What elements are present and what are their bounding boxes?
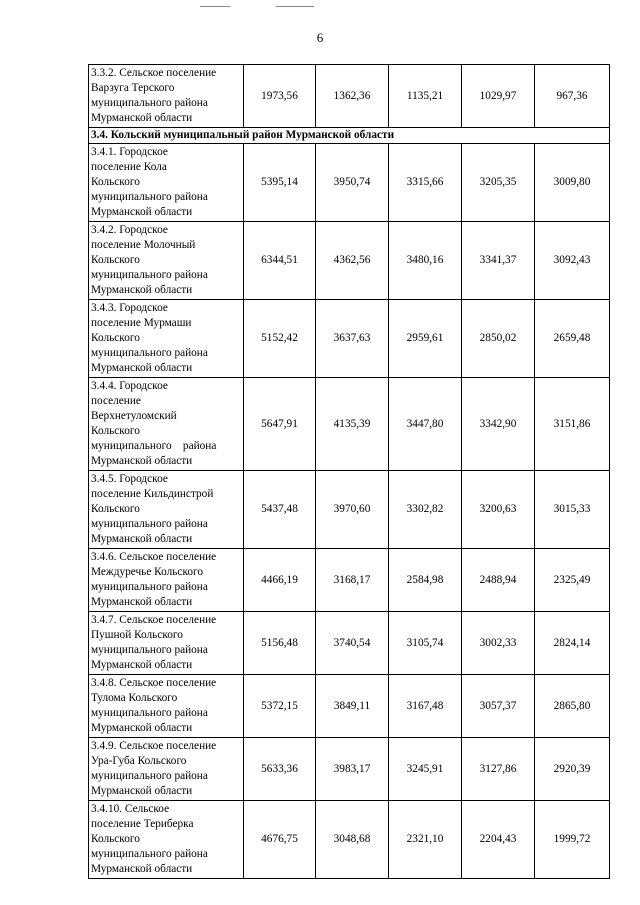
value-cell: 3341,37 bbox=[462, 222, 535, 300]
settlement-name-line: муниципального района bbox=[91, 644, 208, 656]
settlement-name-line: Верхнетуломский bbox=[91, 410, 177, 422]
value-cell: 5156,48 bbox=[244, 612, 316, 675]
settlement-name-line: Кольского bbox=[91, 254, 140, 266]
table-row bbox=[89, 300, 610, 378]
settlement-name-line: Кольского bbox=[91, 176, 140, 188]
value-cell: 3200,63 bbox=[462, 471, 535, 549]
value-cell: 3983,17 bbox=[316, 738, 389, 801]
page-number: 6 bbox=[316, 30, 324, 45]
value-cell: 3245,91 bbox=[389, 738, 462, 801]
value-cell: 3302,82 bbox=[389, 471, 462, 549]
settlement-name-line: 3.4.10. Сельское bbox=[91, 803, 170, 815]
value-cell: 3009,80 bbox=[535, 144, 610, 222]
settlement-name-line: Варзуга Терского bbox=[91, 82, 175, 94]
settlement-name-line: 3.3.2. Сельское поселение bbox=[91, 67, 217, 79]
value-cell: 3315,66 bbox=[389, 144, 462, 222]
table-row bbox=[89, 549, 610, 612]
value-cell: 967,36 bbox=[535, 65, 610, 128]
value-cell: 3205,35 bbox=[462, 144, 535, 222]
value-cell: 1973,56 bbox=[244, 65, 316, 128]
settlement-name-line: поселение Кильдинстрой bbox=[91, 488, 214, 500]
settlement-name-cell bbox=[89, 378, 244, 471]
settlement-name-cell bbox=[89, 471, 244, 549]
value-cell: 3950,74 bbox=[316, 144, 389, 222]
settlement-name-line: муниципального района bbox=[91, 440, 217, 452]
value-cell: 4135,39 bbox=[316, 378, 389, 471]
value-cell: 2204,43 bbox=[462, 801, 535, 879]
value-cell: 3168,17 bbox=[316, 549, 389, 612]
table-row bbox=[89, 378, 610, 471]
value-cell: 2321,10 bbox=[389, 801, 462, 879]
value-cell: 3342,90 bbox=[462, 378, 535, 471]
settlement-name-line: 3.4.7. Сельское поселение bbox=[91, 614, 217, 626]
settlement-name-line: 3.4.9. Сельское поселение bbox=[91, 740, 217, 752]
top-edge-mark-left bbox=[200, 6, 230, 7]
value-cell: 2865,80 bbox=[535, 675, 610, 738]
settlement-name-cell bbox=[89, 612, 244, 675]
value-cell: 2325,49 bbox=[535, 549, 610, 612]
settlement-name-line: Междуречье Кольского bbox=[91, 566, 204, 578]
settlement-name-line: Мурманской области bbox=[91, 659, 193, 671]
table-body bbox=[89, 65, 610, 879]
settlement-name-line: 3.4.4. Городское bbox=[91, 380, 168, 392]
settlement-name-cell bbox=[89, 801, 244, 879]
value-cell: 3092,43 bbox=[535, 222, 610, 300]
settlement-name-line: Кольского bbox=[91, 332, 140, 344]
settlement-name-cell bbox=[89, 675, 244, 738]
top-edge-mark-right bbox=[276, 6, 314, 7]
value-cell: 3167,48 bbox=[389, 675, 462, 738]
settlement-name-line: 3.4.1. Городское bbox=[91, 146, 168, 158]
settlement-name-line: Мурманской области bbox=[91, 863, 193, 875]
table-row bbox=[89, 222, 610, 300]
settlement-name-line: Кольского bbox=[91, 503, 140, 515]
settlement-name-cell bbox=[89, 144, 244, 222]
value-cell: 5437,48 bbox=[244, 471, 316, 549]
value-cell: 2659,48 bbox=[535, 300, 610, 378]
settlement-name-cell bbox=[89, 300, 244, 378]
settlement-name-line: 3.4.8. Сельское поселение bbox=[91, 677, 217, 689]
settlement-name-line: Мурманской области bbox=[91, 785, 193, 797]
settlement-name-line: муниципального района bbox=[91, 707, 208, 719]
settlement-name-line: 3.4.6. Сельское поселение bbox=[91, 551, 217, 563]
value-cell: 1029,97 bbox=[462, 65, 535, 128]
settlement-name-cell bbox=[89, 65, 244, 128]
value-cell: 3447,80 bbox=[389, 378, 462, 471]
value-cell: 3002,33 bbox=[462, 612, 535, 675]
value-cell: 3127,86 bbox=[462, 738, 535, 801]
value-cell: 1362,36 bbox=[316, 65, 389, 128]
table-row bbox=[89, 612, 610, 675]
value-cell: 3105,74 bbox=[389, 612, 462, 675]
settlement-name-line: Кольского bbox=[91, 833, 140, 845]
settlement-name-line: муниципального района bbox=[91, 97, 208, 109]
value-cell: 2584,98 bbox=[389, 549, 462, 612]
settlement-name-line: муниципального района bbox=[91, 347, 208, 359]
settlement-name-line: Мурманской области bbox=[91, 596, 193, 608]
value-cell: 1135,21 bbox=[389, 65, 462, 128]
settlement-name-line: муниципального района bbox=[91, 269, 208, 281]
value-cell: 3015,33 bbox=[535, 471, 610, 549]
settlement-name-line: Мурманской области bbox=[91, 112, 193, 124]
value-cell: 4466,19 bbox=[244, 549, 316, 612]
value-cell: 6344,51 bbox=[244, 222, 316, 300]
value-cell: 3637,63 bbox=[316, 300, 389, 378]
settlement-name-line: муниципального района bbox=[91, 848, 208, 860]
settlement-name-line: Пушной Кольского bbox=[91, 629, 183, 641]
settlement-name-line: поселение Мурмаши bbox=[91, 317, 192, 329]
value-cell: 5152,42 bbox=[244, 300, 316, 378]
tariff-table bbox=[88, 64, 610, 879]
value-cell: 5372,15 bbox=[244, 675, 316, 738]
value-cell: 3057,37 bbox=[462, 675, 535, 738]
value-cell: 5647,91 bbox=[244, 378, 316, 471]
settlement-name-line: Мурманской области bbox=[91, 455, 193, 467]
value-cell: 4676,75 bbox=[244, 801, 316, 879]
section-header-row bbox=[89, 128, 610, 144]
value-cell: 2959,61 bbox=[389, 300, 462, 378]
section-title: 3.4. Кольский муниципальный район Мурманской области bbox=[89, 128, 610, 144]
value-cell: 3970,60 bbox=[316, 471, 389, 549]
value-cell: 3480,16 bbox=[389, 222, 462, 300]
value-cell: 3849,11 bbox=[316, 675, 389, 738]
settlement-name-line: Мурманской области bbox=[91, 206, 193, 218]
settlement-name-line: поселение Кола bbox=[91, 161, 167, 173]
settlement-name-line: муниципального района bbox=[91, 518, 208, 530]
value-cell: 3151,86 bbox=[535, 378, 610, 471]
settlement-name-cell bbox=[89, 549, 244, 612]
settlement-name-line: Кольского bbox=[91, 425, 140, 437]
table-row bbox=[89, 144, 610, 222]
table-row bbox=[89, 801, 610, 879]
settlement-name-line: муниципального района bbox=[91, 581, 208, 593]
value-cell: 2488,94 bbox=[462, 549, 535, 612]
settlement-name-line: Тулома Кольского bbox=[91, 692, 178, 704]
settlement-name-line: поселение Териберка bbox=[91, 818, 194, 830]
settlement-name-line: муниципального района bbox=[91, 191, 208, 203]
value-cell: 2920,39 bbox=[535, 738, 610, 801]
settlement-name-cell bbox=[89, 222, 244, 300]
value-cell: 2850,02 bbox=[462, 300, 535, 378]
table-row bbox=[89, 675, 610, 738]
settlement-name-line: поселение Молочный bbox=[91, 239, 196, 251]
settlement-name-line: поселение bbox=[91, 395, 141, 407]
settlement-name-line: 3.4.3. Городское bbox=[91, 302, 168, 314]
settlement-name-line: Мурманской области bbox=[91, 533, 193, 545]
table-row bbox=[89, 65, 610, 128]
settlement-name-line: Мурманской области bbox=[91, 284, 193, 296]
value-cell: 2824,14 bbox=[535, 612, 610, 675]
settlement-name-line: Ура-Губа Кольского bbox=[91, 755, 187, 767]
value-cell: 5395,14 bbox=[244, 144, 316, 222]
value-cell: 1999,72 bbox=[535, 801, 610, 879]
settlement-name-line: Мурманской области bbox=[91, 722, 193, 734]
value-cell: 3740,54 bbox=[316, 612, 389, 675]
settlement-name-line: 3.4.2. Городское bbox=[91, 224, 168, 236]
settlement-name-line: муниципального района bbox=[91, 770, 208, 782]
settlement-name-line: 3.4.5. Городское bbox=[91, 473, 168, 485]
value-cell: 3048,68 bbox=[316, 801, 389, 879]
table-row bbox=[89, 471, 610, 549]
value-cell: 5633,36 bbox=[244, 738, 316, 801]
table-row bbox=[89, 738, 610, 801]
value-cell: 4362,56 bbox=[316, 222, 389, 300]
settlement-name-cell bbox=[89, 738, 244, 801]
settlement-name-line: Мурманской области bbox=[91, 362, 193, 374]
